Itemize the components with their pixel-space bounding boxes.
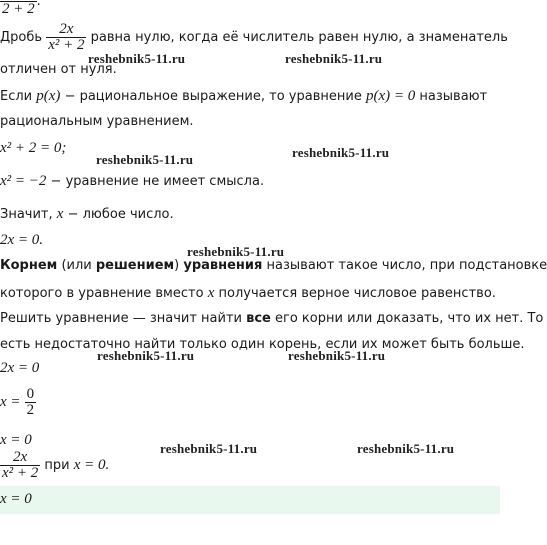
- final-fraction-line: $\frac{2x}{\text{x² + 2}}$ при x = 0.: [2, 449, 110, 481]
- watermark: reshebnik5-11.ru: [160, 441, 258, 456]
- step-1: 2x = 0: [0, 360, 40, 376]
- equation-3: 2x = 0.: [0, 232, 44, 248]
- solve-paragraph-line2: есть недостаточно найти только один корень, если их может быть больше.: [0, 337, 525, 352]
- conclusion: Значит, x − любое число.: [0, 206, 174, 222]
- definition-root: Корнем (или решением) уравнения называют такое число, при подстановке: [0, 258, 547, 273]
- paragraph-rational-equation-line2: рациональным уравнением.: [0, 114, 194, 129]
- fraction: $\frac{2x}{\text{x² + 2}}$: [48, 21, 85, 53]
- watermark: reshebnik5-11.ru: [288, 348, 386, 363]
- top-fraction-fragment: 2 + 2 .: [0, 0, 41, 17]
- watermark: reshebnik5-11.ru: [97, 348, 195, 363]
- solve-paragraph: Решить уравнение — значит найти все его корни или доказать, что их нет. То: [0, 311, 544, 326]
- paragraph-rational-equation: Если p(x) − рациональное выражение, то уравнение p(x) = 0 называют: [0, 88, 488, 104]
- watermark: reshebnik5-11.ru: [292, 145, 390, 160]
- watermark: reshebnik5-11.ru: [88, 51, 186, 66]
- definition-root-line2: которого в уравнение вместо x получается верное числовое равенство.: [0, 285, 496, 301]
- equation-2: x² = −2 − уравнение не имеет смысла.: [0, 173, 265, 189]
- watermark: reshebnik5-11.ru: [187, 244, 285, 259]
- answer: x = 0: [0, 491, 32, 507]
- watermark: reshebnik5-11.ru: [285, 51, 383, 66]
- step-3: x = 0: [0, 432, 32, 448]
- paragraph-fraction-zero: Дробь $\frac{2x}{\text{x² + 2}}$ равна нулю, когда её числитель равен нулю, а знаменатель: [0, 21, 508, 53]
- step-2: x = $\frac{0}{2}$: [0, 386, 35, 418]
- answer-highlight: [0, 486, 500, 514]
- paragraph-fraction-zero-line2: отличен от нуля.: [0, 62, 117, 77]
- equation-1: x² + 2 = 0;: [0, 140, 67, 156]
- watermark: reshebnik5-11.ru: [96, 152, 194, 167]
- watermark: reshebnik5-11.ru: [357, 441, 455, 456]
